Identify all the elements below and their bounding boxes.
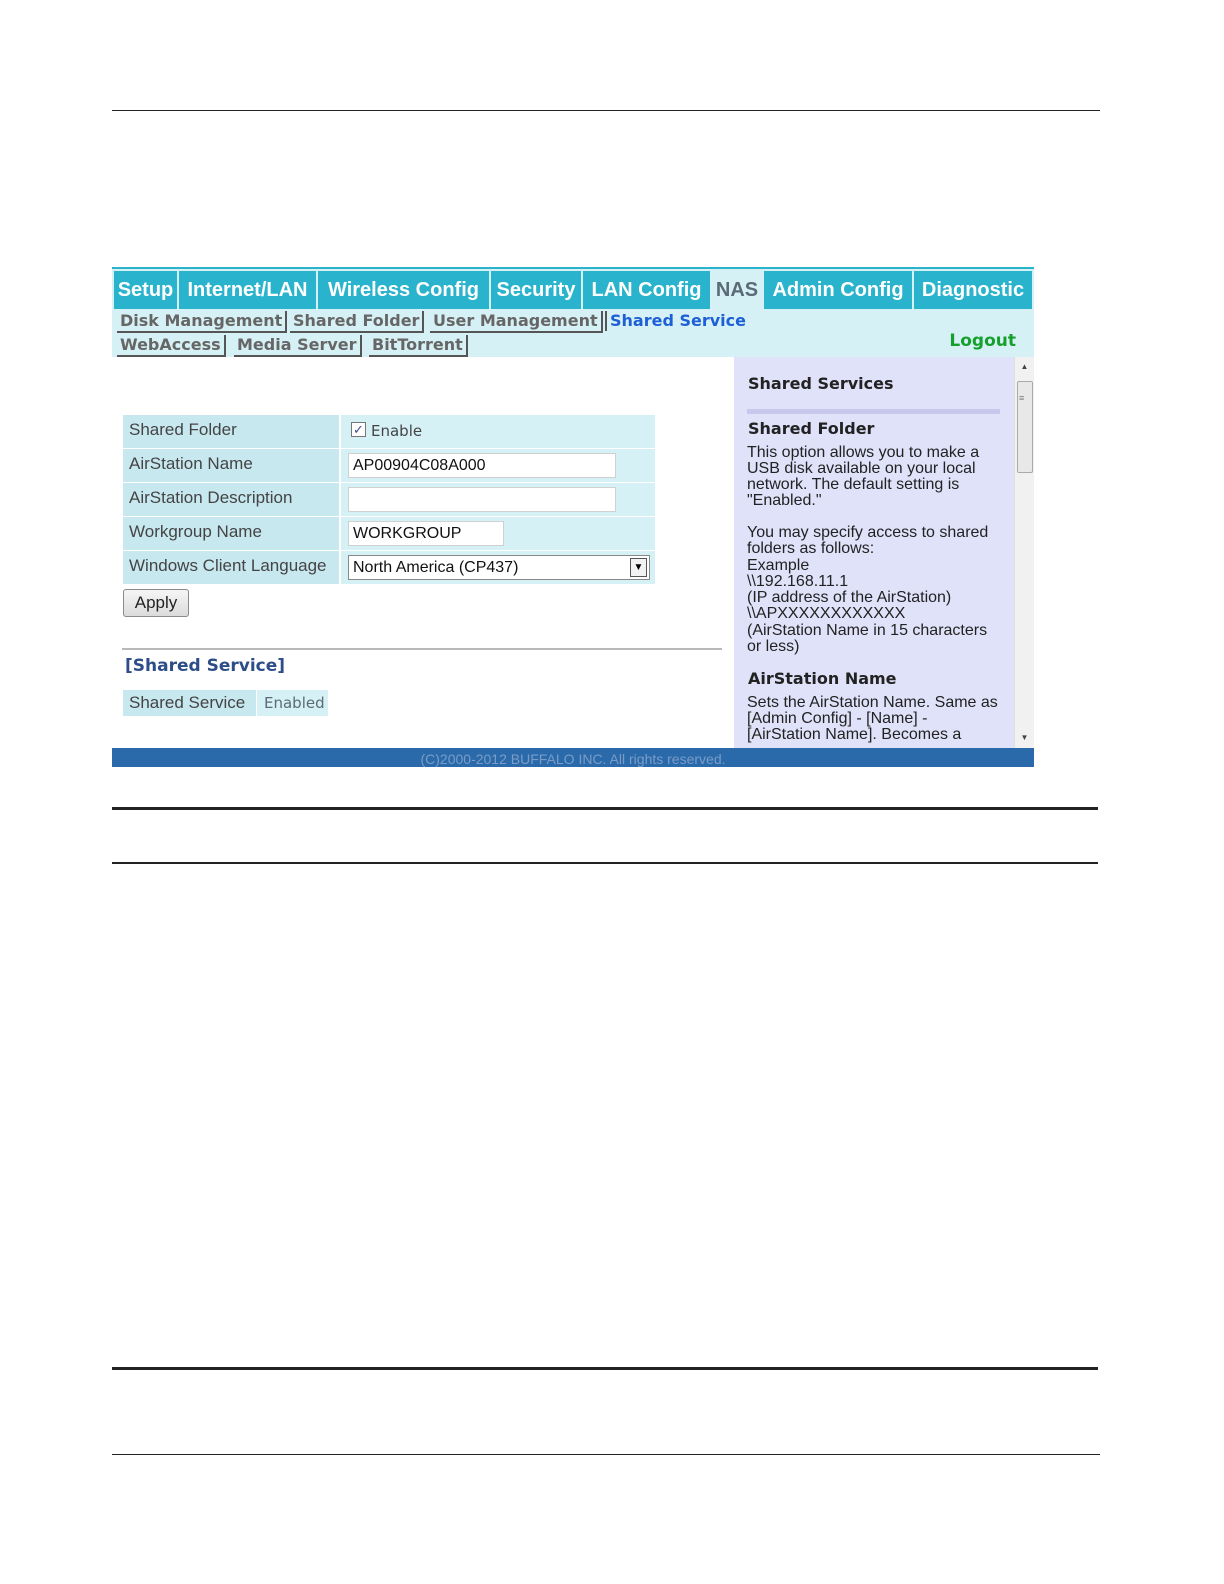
subtab-media-server[interactable]: Media Server — [234, 335, 362, 357]
help-shared-folder-text: This option allows you to make a USB disk available on your local network. The default setting is "Enabled." — [747, 444, 980, 509]
copyright-footer: (C)2000-2012 BUFFALO INC. All rights reserved. — [112, 748, 1034, 767]
help-pane — [734, 357, 1014, 748]
logout-link[interactable]: Logout — [949, 331, 1016, 351]
help-example-line: Example — [747, 556, 810, 574]
section-divider — [122, 648, 722, 650]
shared-service-heading: [Shared Service] — [125, 656, 286, 676]
help-shared-folder-heading: Shared Folder — [748, 419, 875, 438]
help-example-line: (AirStation Name in 15 characters or less) — [747, 621, 988, 656]
form-row-windows-client-language — [123, 551, 655, 584]
airstation-description-label: AirStation Description — [123, 483, 339, 516]
tab-lan-config[interactable]: LAN Config — [583, 271, 710, 309]
tab-wireless-config[interactable]: Wireless Config — [318, 271, 489, 309]
tab-security[interactable]: Security — [491, 271, 581, 309]
help-title: Shared Services — [748, 374, 894, 393]
page-rule — [112, 862, 1098, 864]
workgroup-name-label: Workgroup Name — [123, 517, 339, 550]
tab-diagnostic[interactable]: Diagnostic — [914, 271, 1032, 309]
tab-setup[interactable]: Setup — [114, 271, 177, 309]
shared-folder-label: Shared Folder — [123, 415, 339, 448]
shared-folder-enable-checkbox[interactable]: ✓ — [351, 422, 366, 437]
help-body — [747, 421, 1005, 748]
tab-nas[interactable]: NAS — [712, 271, 762, 309]
settings-form — [123, 415, 655, 585]
scroll-up-icon[interactable]: ▲ — [1020, 362, 1029, 371]
sub-nav — [112, 309, 1034, 357]
page-rule — [112, 1367, 1098, 1370]
shared-folder-enable-label: Enable — [371, 422, 423, 440]
subtab-shared-folder[interactable]: Shared Folder — [290, 311, 424, 333]
help-example-line: (IP address of the AirStation) — [747, 589, 952, 607]
apply-button[interactable]: Apply — [123, 589, 189, 617]
windows-client-language-select[interactable] — [348, 555, 650, 580]
help-airstation-name-text: Sets the AirStation Name. Same as [Admin Config] - [Name] - [AirStation Name]. Becomes a — [747, 694, 998, 744]
router-admin-screenshot — [112, 267, 1034, 767]
workgroup-name-input[interactable]: WORKGROUP — [348, 521, 504, 546]
page-bottom-rule — [112, 1454, 1100, 1455]
airstation-name-label: AirStation Name — [123, 449, 339, 482]
help-example-line: \\APXXXXXXXXXXXX — [747, 605, 906, 623]
help-separator — [747, 409, 1000, 414]
windows-client-language-label: Windows Client Language — [123, 551, 339, 584]
help-example-line: \\192.168.11.1 — [747, 572, 849, 590]
tab-admin-config[interactable]: Admin Config — [764, 271, 912, 309]
page-rule — [112, 807, 1098, 810]
shared-service-status-value: Enabled — [257, 690, 328, 716]
help-airstation-name-heading: AirStation Name — [748, 669, 897, 689]
form-row-shared-folder — [123, 415, 655, 448]
page-top-rule — [112, 110, 1100, 111]
help-example-line: You may specify access to shared folders as follows: — [747, 524, 989, 558]
form-row-workgroup-name — [123, 517, 655, 550]
form-row-airstation-description — [123, 483, 655, 516]
main-nav — [112, 267, 1034, 311]
form-row-airstation-name — [123, 449, 655, 482]
subtab-disk-management[interactable]: Disk Management — [117, 311, 287, 333]
scrollbar-grip-icon: ≡ — [1019, 393, 1025, 403]
chevron-down-icon[interactable]: ▼ — [630, 558, 647, 577]
shared-service-status-label: Shared Service — [123, 690, 256, 716]
subtab-shared-service[interactable]: Shared Service — [605, 311, 749, 331]
airstation-description-input[interactable] — [348, 487, 616, 512]
help-shared-folder-example — [747, 525, 1005, 655]
subtab-bittorrent[interactable]: BitTorrent — [369, 335, 468, 357]
help-scrollbar[interactable] — [1014, 357, 1034, 748]
subtab-webaccess[interactable]: WebAccess — [117, 335, 226, 357]
airstation-name-input[interactable]: AP00904C08A000 — [348, 453, 616, 478]
tab-internet-lan[interactable]: Internet/LAN — [179, 271, 316, 309]
windows-client-language-value: North America (CP437) — [353, 559, 519, 576]
subtab-user-management[interactable]: User Management — [430, 311, 603, 333]
scroll-down-icon[interactable]: ▼ — [1020, 733, 1029, 742]
